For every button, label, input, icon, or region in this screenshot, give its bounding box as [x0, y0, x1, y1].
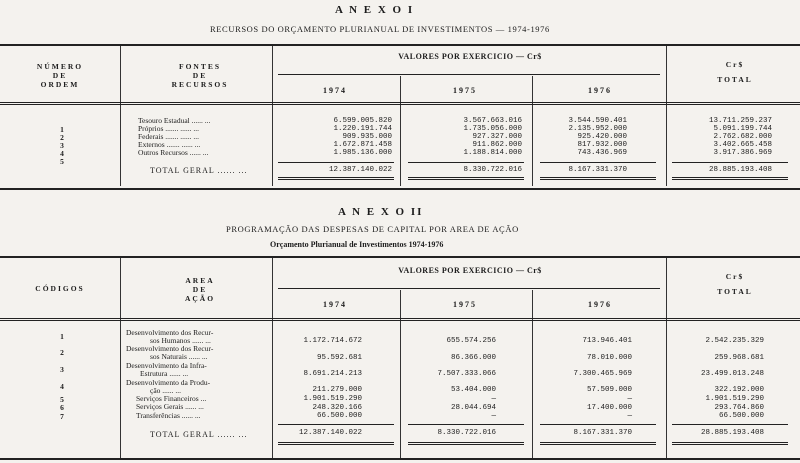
- sum-rule: [278, 442, 394, 443]
- annex2-values-header: VALORES POR EXERCICIO — Cr$: [398, 266, 542, 275]
- row-value-1975: —: [491, 412, 496, 420]
- header-line: Cr$: [725, 60, 745, 69]
- annex2-col-code-header: CÓDIGOS: [35, 284, 85, 293]
- row-label-line1: Desenvolvimento da Produ-: [126, 378, 211, 387]
- row-value-1975: 1.188.814.000: [463, 149, 522, 157]
- annex1-col-source-header: [140, 62, 260, 89]
- row-label: Próprios ....... ...... ...: [138, 124, 200, 133]
- header-line: FONTES: [178, 62, 221, 71]
- annex1-code: 1: [60, 125, 64, 134]
- annex2-year-1975: 1975: [453, 300, 477, 309]
- annex1-header-rule: [0, 104, 800, 105]
- row-value-1975: 1.735.056.000: [463, 125, 522, 133]
- annex2-col-area-header: [140, 276, 260, 303]
- annex1-values-rule: [278, 74, 660, 75]
- sum-rule: [540, 424, 656, 425]
- row-code: 3: [60, 365, 64, 374]
- total-grand: 28.885.193.408: [708, 166, 772, 174]
- annex1-col-order-header: [10, 62, 110, 89]
- row-value-1974: 211.279.000: [312, 386, 362, 394]
- annex1-header-rule: [0, 102, 800, 103]
- row-value-1975: 53.404.000: [450, 386, 496, 394]
- header-line: DE: [192, 285, 208, 294]
- total-1975: 8.330.722.016: [437, 429, 496, 437]
- annex2-year-1974: 1974: [323, 300, 347, 309]
- row-value-1974: 66.500.000: [316, 412, 362, 420]
- row-label: Externos ....... ...... ...: [138, 140, 201, 149]
- row-value-1975: —: [491, 395, 496, 403]
- row-total: 5.091.199.744: [713, 125, 772, 133]
- row-value-1976: 7.300.465.969: [573, 370, 632, 378]
- row-total: 293.764.860: [714, 404, 764, 412]
- annex2-header-rule: [0, 320, 800, 321]
- row-value-1976: 17.400.000: [586, 404, 632, 412]
- row-value-1975: 655.574.256: [446, 337, 496, 345]
- annex1-code: 5: [60, 157, 64, 166]
- row-value-1976: 2.135.952.000: [568, 125, 627, 133]
- row-label-line1: Transferências ...... ...: [136, 411, 201, 420]
- sum-rule: [278, 424, 394, 425]
- sum-rule: [278, 179, 394, 180]
- row-value-1974: 6.599.005.820: [333, 117, 392, 125]
- total-1976: 8.167.331.370: [573, 429, 632, 437]
- row-value-1976: —: [627, 395, 632, 403]
- row-total: 2.762.682.000: [713, 133, 772, 141]
- header-line: TOTAL: [717, 75, 753, 84]
- row-value-1976: —: [627, 412, 632, 420]
- annex1-code: 3: [60, 141, 64, 150]
- sum-rule: [672, 444, 788, 445]
- row-label: Federais ....... ...... ...: [138, 132, 200, 141]
- row-total: 1.901.519.290: [705, 395, 764, 403]
- total-1974: 12.387.140.022: [298, 429, 362, 437]
- row-label-line2: ção ...... ...: [150, 386, 182, 395]
- annex1-year-1976: 1976: [588, 86, 612, 95]
- total-label: TOTAL GERAL ...... ...: [150, 430, 248, 439]
- total-1976: 8.167.331.370: [568, 166, 627, 174]
- sum-rule: [278, 444, 394, 445]
- row-total: 66.500.000: [718, 412, 764, 420]
- header-line: TOTAL: [717, 287, 753, 296]
- sum-rule: [672, 442, 788, 443]
- annex1-code: 4: [60, 149, 64, 158]
- header-line: ORDEM: [40, 80, 80, 89]
- header-line: AÇÃO: [184, 294, 216, 303]
- row-total: 3.917.386.969: [713, 149, 772, 157]
- sum-rule: [408, 444, 524, 445]
- annex2-subtitle: PROGRAMAÇÃO DAS DESPESAS DE CAPITAL POR AREA DE AÇÃO: [226, 224, 519, 234]
- annex2-title: A N E X O II: [338, 206, 424, 218]
- sum-rule: [672, 424, 788, 425]
- annex1-subtitle: RECURSOS DO ORÇAMENTO PLURIANUAL DE INVESTIMENTOS — 1974-1976: [210, 24, 550, 34]
- row-value-1975: 28.044.694: [450, 404, 496, 412]
- row-label: Outros Recursos ...... ...: [138, 148, 209, 157]
- row-value-1976: 78.010.000: [586, 354, 632, 362]
- sum-rule: [540, 442, 656, 443]
- row-label-line1: Serviços Financeiros ...: [136, 394, 207, 403]
- annex1-values-header: VALORES POR EXERCICIO — Cr$: [398, 52, 542, 61]
- row-code: 7: [60, 412, 64, 421]
- sum-rule: [540, 177, 656, 178]
- header-line: NÚMERO: [36, 62, 84, 71]
- row-code: 4: [60, 382, 64, 391]
- row-value-1974: 1.220.191.744: [333, 125, 392, 133]
- row-label-line1: Desenvolvimento dos Recur-: [126, 344, 214, 353]
- annex2-year-1976: 1976: [588, 300, 612, 309]
- annex1-divider: [272, 46, 273, 186]
- row-value-1976: 743.436.969: [577, 149, 627, 157]
- row-label-line2: Estrutura ...... ...: [140, 369, 189, 378]
- annex1-title: A N E X O I: [335, 4, 415, 16]
- total-label: TOTAL GERAL ...... ...: [150, 166, 248, 175]
- row-code: 1: [60, 332, 64, 341]
- total-grand: 28.885.193.408: [700, 429, 764, 437]
- row-value-1976: 713.946.401: [582, 337, 632, 345]
- sum-rule: [672, 177, 788, 178]
- row-label-line1: Desenvolvimento dos Recur-: [126, 328, 214, 337]
- row-value-1974: 1.672.871.458: [333, 141, 392, 149]
- sum-rule: [672, 179, 788, 180]
- row-total: 322.192.000: [714, 386, 764, 394]
- annex1-divider: [120, 46, 121, 186]
- annex1-divider: [400, 76, 401, 186]
- row-code: 6: [60, 403, 64, 412]
- row-total: 259.968.681: [714, 354, 764, 362]
- sum-rule: [278, 162, 394, 163]
- row-label: Tesouro Estadual ...... ...: [138, 116, 211, 125]
- row-code: 2: [60, 348, 64, 357]
- annex2-values-rule: [278, 288, 660, 289]
- row-value-1975: 927.327.000: [472, 133, 522, 141]
- total-1974: 12.387.140.022: [328, 166, 392, 174]
- sum-rule: [540, 444, 656, 445]
- header-line: DE: [52, 71, 68, 80]
- row-value-1976: 3.544.590.401: [568, 117, 627, 125]
- row-value-1975: 911.862.000: [472, 141, 522, 149]
- row-value-1974: 95.592.681: [316, 354, 362, 362]
- annex1-divider: [666, 46, 667, 186]
- row-value-1974: 248.320.166: [312, 404, 362, 412]
- annex1-total-header: [680, 60, 790, 84]
- row-value-1976: 57.509.000: [586, 386, 632, 394]
- row-value-1974: 1.172.714.672: [303, 337, 362, 345]
- sum-rule: [408, 442, 524, 443]
- row-label-line1: Serviços Gerais ...... ...: [136, 402, 204, 411]
- annex1-code: 2: [60, 133, 64, 142]
- sum-rule: [540, 179, 656, 180]
- annex2-divider: [120, 258, 121, 458]
- row-label-line2: sos Naturais ...... ...: [150, 352, 208, 361]
- row-code: 5: [60, 395, 64, 404]
- annex1-year-1974: 1974: [323, 86, 347, 95]
- row-label-line1: Desenvolvimento da Infra-: [126, 361, 207, 370]
- row-value-1975: 3.567.663.016: [463, 117, 522, 125]
- row-total: 13.711.259.237: [708, 117, 772, 125]
- row-label-line2: sos Humanos ...... ...: [150, 336, 211, 345]
- annex1-year-1975: 1975: [453, 86, 477, 95]
- row-value-1976: 817.932.000: [577, 141, 627, 149]
- sum-rule: [672, 162, 788, 163]
- row-value-1974: 1.901.519.290: [303, 395, 362, 403]
- sum-rule: [408, 179, 524, 180]
- annex1-bottom-rule: [0, 188, 800, 190]
- row-value-1974: 8.691.214.213: [303, 370, 362, 378]
- annex2-header-rule: [0, 318, 800, 319]
- total-1975: 8.330.722.016: [463, 166, 522, 174]
- row-total: 23.499.013.248: [700, 370, 764, 378]
- sum-rule: [408, 162, 524, 163]
- row-value-1976: 925.420.000: [577, 133, 627, 141]
- sum-rule: [408, 177, 524, 178]
- row-total: 3.402.665.458: [713, 141, 772, 149]
- annex2-total-header: [680, 272, 790, 296]
- row-value-1974: 1.985.136.000: [333, 149, 392, 157]
- row-total: 2.542.235.329: [705, 337, 764, 345]
- sum-rule: [408, 424, 524, 425]
- header-line: RECURSOS: [171, 80, 229, 89]
- header-line: Cr$: [725, 272, 745, 281]
- header-line: AREA: [185, 276, 215, 285]
- row-value-1975: 86.366.000: [450, 354, 496, 362]
- row-value-1975: 7.507.333.066: [437, 370, 496, 378]
- header-line: DE: [192, 71, 208, 80]
- annex2-subtitle2: Orçamento Plurianual de Investimentos 1974-1976: [270, 240, 444, 249]
- sum-rule: [540, 162, 656, 163]
- sum-rule: [278, 177, 394, 178]
- annex2-bottom-rule: [0, 458, 800, 460]
- row-value-1974: 909.935.000: [342, 133, 392, 141]
